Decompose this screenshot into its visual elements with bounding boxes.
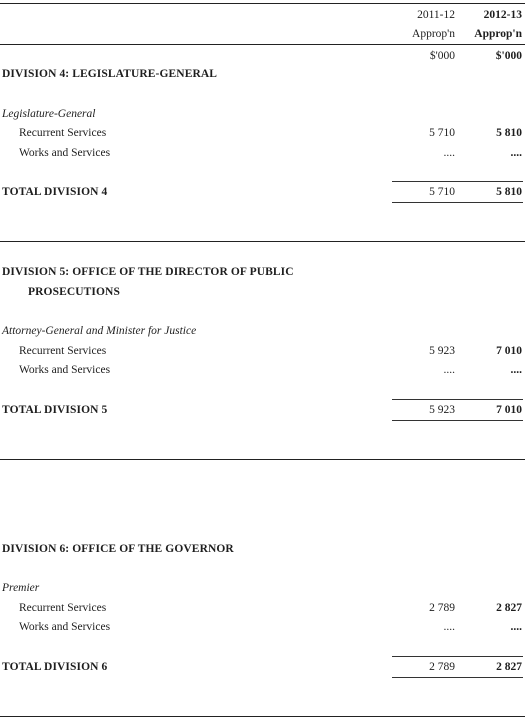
division-6-works-2012: .... — [510, 621, 522, 633]
division-5-total-label: TOTAL DIVISION 5 — [2, 404, 108, 416]
division-6-total-rule-bottom — [392, 677, 523, 678]
division-5-works-2012: .... — [510, 364, 522, 376]
division-6-separator — [0, 716, 525, 717]
division-5-subtitle: Attorney-General and Minister for Justice — [2, 325, 197, 337]
division-4-recurrent-2012: 5 810 — [496, 127, 522, 139]
header-rule — [0, 44, 525, 45]
division-6-total-label: TOTAL DIVISION 6 — [2, 661, 108, 673]
division-5-works-label: Works and Services — [19, 364, 111, 376]
top-rule — [0, 3, 525, 4]
col2-label: Approp'n — [474, 28, 522, 40]
division-4-recurrent-2011: 5 710 — [429, 127, 455, 139]
col1-unit: $'000 — [429, 50, 455, 62]
division-5-total-2012: 7 010 — [496, 404, 522, 416]
division-4-total-label: TOTAL DIVISION 4 — [2, 186, 108, 198]
division-4-recurrent-label: Recurrent Services — [19, 127, 107, 139]
col1-label: Approp'n — [412, 28, 455, 40]
division-4-works-2012: .... — [510, 147, 522, 159]
division-4-separator — [0, 241, 525, 242]
division-5-total-rule-bottom — [392, 420, 523, 421]
division-4-total-2012: 5 810 — [496, 186, 522, 198]
division-5-title-line1: DIVISION 5: OFFICE OF THE DIRECTOR OF PUBLIC — [2, 266, 294, 278]
division-4-total-2011: 5 710 — [429, 186, 455, 198]
division-6-total-2012: 2 827 — [496, 661, 522, 673]
col1-year: 2011-12 — [417, 9, 455, 21]
division-5-total-2011: 5 923 — [429, 404, 455, 416]
division-5-recurrent-2012: 7 010 — [496, 345, 522, 357]
division-4-title: DIVISION 4: LEGISLATURE-GENERAL — [2, 68, 218, 80]
division-4-works-label: Works and Services — [19, 147, 111, 159]
division-6-title: DIVISION 6: OFFICE OF THE GOVERNOR — [2, 543, 234, 555]
division-4-subtitle: Legislature-General — [2, 108, 96, 120]
col2-year: 2012-13 — [483, 9, 522, 21]
division-6-recurrent-2012: 2 827 — [496, 602, 522, 614]
col2-unit: $'000 — [495, 50, 522, 62]
division-6-total-rule-top — [392, 656, 523, 657]
division-5-recurrent-2011: 5 923 — [429, 345, 455, 357]
division-6-subtitle: Premier — [2, 582, 40, 594]
division-4-total-rule-bottom — [392, 202, 523, 203]
division-6-works-2011: .... — [443, 621, 455, 633]
division-6-works-label: Works and Services — [19, 621, 111, 633]
division-6-recurrent-2011: 2 789 — [429, 602, 455, 614]
division-5-recurrent-label: Recurrent Services — [19, 345, 107, 357]
division-6-total-2011: 2 789 — [429, 661, 455, 673]
division-6-recurrent-label: Recurrent Services — [19, 602, 107, 614]
division-4-works-2011: .... — [443, 147, 455, 159]
division-4-total-rule-top — [392, 181, 523, 182]
division-5-separator — [0, 459, 525, 460]
division-5-title-line2: PROSECUTIONS — [28, 286, 120, 298]
division-5-total-rule-top — [392, 399, 523, 400]
division-5-works-2011: .... — [443, 364, 455, 376]
